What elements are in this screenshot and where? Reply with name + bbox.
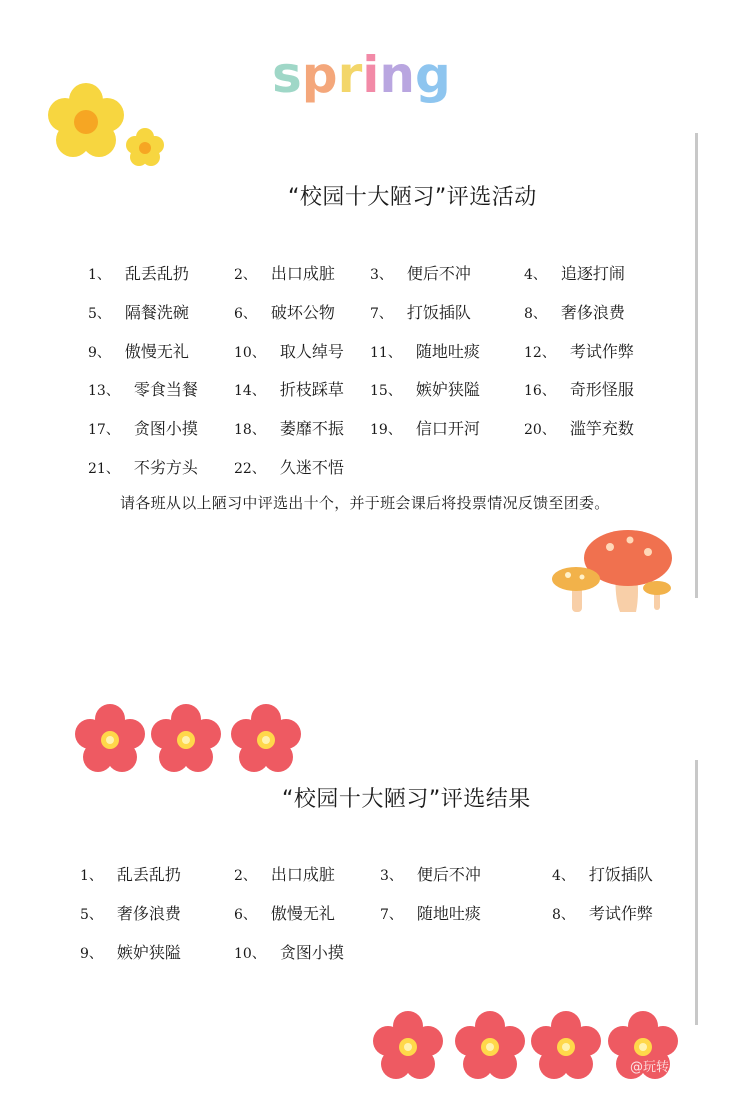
item-label: 贪图小摸: [279, 943, 344, 962]
watermark: @玩转...: [630, 1060, 682, 1075]
list-item: [370, 377, 480, 400]
item-label: 不劣方头: [133, 458, 198, 477]
item-number: 19、: [370, 422, 402, 438]
item-label: 滥竽充数: [569, 419, 634, 438]
item-label: 奢侈浪费: [560, 303, 625, 322]
item-number: 2、: [234, 868, 257, 884]
list-item: [552, 901, 653, 924]
item-number: 18、: [234, 422, 266, 438]
item-number: 4、: [552, 868, 575, 884]
item-label: 贪图小摸: [133, 419, 198, 438]
item-number: 1、: [80, 868, 103, 884]
item-number: 7、: [370, 306, 393, 322]
svg-text:spring: spring: [272, 46, 451, 104]
list-item: [234, 339, 344, 362]
list-item: [370, 339, 480, 362]
list-item: [552, 862, 653, 885]
item-label: 隔餐洗碗: [124, 303, 189, 322]
item-label: 奢侈浪费: [116, 904, 181, 923]
list-item: [370, 300, 471, 323]
item-number: 14、: [234, 383, 266, 399]
item-label: 零食当餐: [133, 380, 198, 399]
item-label: 随地吐痰: [416, 904, 481, 923]
list-item: [80, 901, 181, 924]
list-item: [370, 261, 471, 284]
item-label: 久迷不悟: [279, 458, 344, 477]
item-number: 22、: [234, 461, 266, 477]
item-number: 3、: [370, 267, 393, 283]
item-number: 5、: [88, 306, 111, 322]
yellow-flowers-decoration: [40, 80, 175, 175]
list-item: [234, 940, 344, 963]
list-item: [370, 416, 480, 439]
item-label: 嫉妒狭隘: [415, 380, 480, 399]
item-number: 4、: [524, 267, 547, 283]
list-item: [234, 862, 335, 885]
list-item: [380, 862, 481, 885]
list-item: [80, 940, 181, 963]
list-item: [524, 416, 634, 439]
list-item: [80, 862, 181, 885]
list-item: [234, 455, 344, 478]
item-number: 10、: [234, 345, 266, 361]
results-title: “校园十大陋习”评选结果: [282, 787, 531, 812]
list-item: [88, 300, 189, 323]
pink-flowers-decoration: [368, 1005, 688, 1090]
item-number: 20、: [524, 422, 556, 438]
item-number: 15、: [370, 383, 402, 399]
item-number: 6、: [234, 306, 257, 322]
item-number: 7、: [380, 907, 403, 923]
item-label: 破坏公物: [270, 303, 335, 322]
item-label: 取人绰号: [279, 342, 344, 361]
item-label: 傲慢无礼: [124, 342, 189, 361]
item-label: 傲慢无礼: [270, 904, 335, 923]
list-item: [234, 901, 335, 924]
list-item: [524, 377, 634, 400]
list-item: [524, 300, 625, 323]
activity-note: 请各班从以上陋习中评选出十个，并于班会课后将投票情况反馈至团委。: [120, 494, 610, 512]
item-label: 出口成脏: [270, 264, 335, 283]
item-number: 21、: [88, 461, 120, 477]
item-label: 考试作弊: [588, 904, 653, 923]
section-border: [695, 133, 698, 598]
list-item: [234, 377, 344, 400]
item-label: 打饭插队: [588, 865, 653, 884]
mushrooms-decoration: [548, 522, 683, 617]
item-number: 6、: [234, 907, 257, 923]
list-item: [524, 261, 625, 284]
item-label: 考试作弊: [569, 342, 634, 361]
item-number: 13、: [88, 383, 120, 399]
item-label: 萎靡不振: [279, 419, 344, 438]
item-label: 追逐打闹: [560, 264, 625, 283]
item-label: 奇形怪服: [569, 380, 634, 399]
item-label: 折枝踩草: [279, 380, 344, 399]
item-label: 乱丢乱扔: [124, 264, 189, 283]
item-number: 2、: [234, 267, 257, 283]
list-item: [88, 416, 198, 439]
pink-flowers-decoration: [68, 700, 308, 780]
item-number: 16、: [524, 383, 556, 399]
item-label: 随地吐痰: [415, 342, 480, 361]
section-border: [695, 760, 698, 1025]
list-item: [88, 377, 198, 400]
list-item: [524, 339, 634, 362]
item-label: 打饭插队: [406, 303, 471, 322]
item-label: 乱丢乱扔: [116, 865, 181, 884]
activity-title: “校园十大陋习”评选活动: [288, 185, 537, 210]
item-label: 便后不冲: [416, 865, 481, 884]
item-number: 3、: [380, 868, 403, 884]
list-item: [88, 339, 189, 362]
item-number: 10、: [234, 946, 266, 962]
item-number: 9、: [80, 946, 103, 962]
item-number: 1、: [88, 267, 111, 283]
spring-logo: [268, 40, 451, 120]
item-number: 5、: [80, 907, 103, 923]
item-label: 出口成脏: [270, 865, 335, 884]
list-item: [88, 455, 198, 478]
item-number: 9、: [88, 345, 111, 361]
item-number: 11、: [370, 345, 402, 361]
item-label: 嫉妒狭隘: [116, 943, 181, 962]
list-item: [234, 261, 335, 284]
item-label: 信口开河: [415, 419, 480, 438]
item-number: 12、: [524, 345, 556, 361]
item-label: 便后不冲: [406, 264, 471, 283]
list-item: [88, 261, 189, 284]
list-item: [380, 901, 481, 924]
item-number: 8、: [552, 907, 575, 923]
list-item: [234, 300, 335, 323]
item-number: 8、: [524, 306, 547, 322]
list-item: [234, 416, 344, 439]
item-number: 17、: [88, 422, 120, 438]
